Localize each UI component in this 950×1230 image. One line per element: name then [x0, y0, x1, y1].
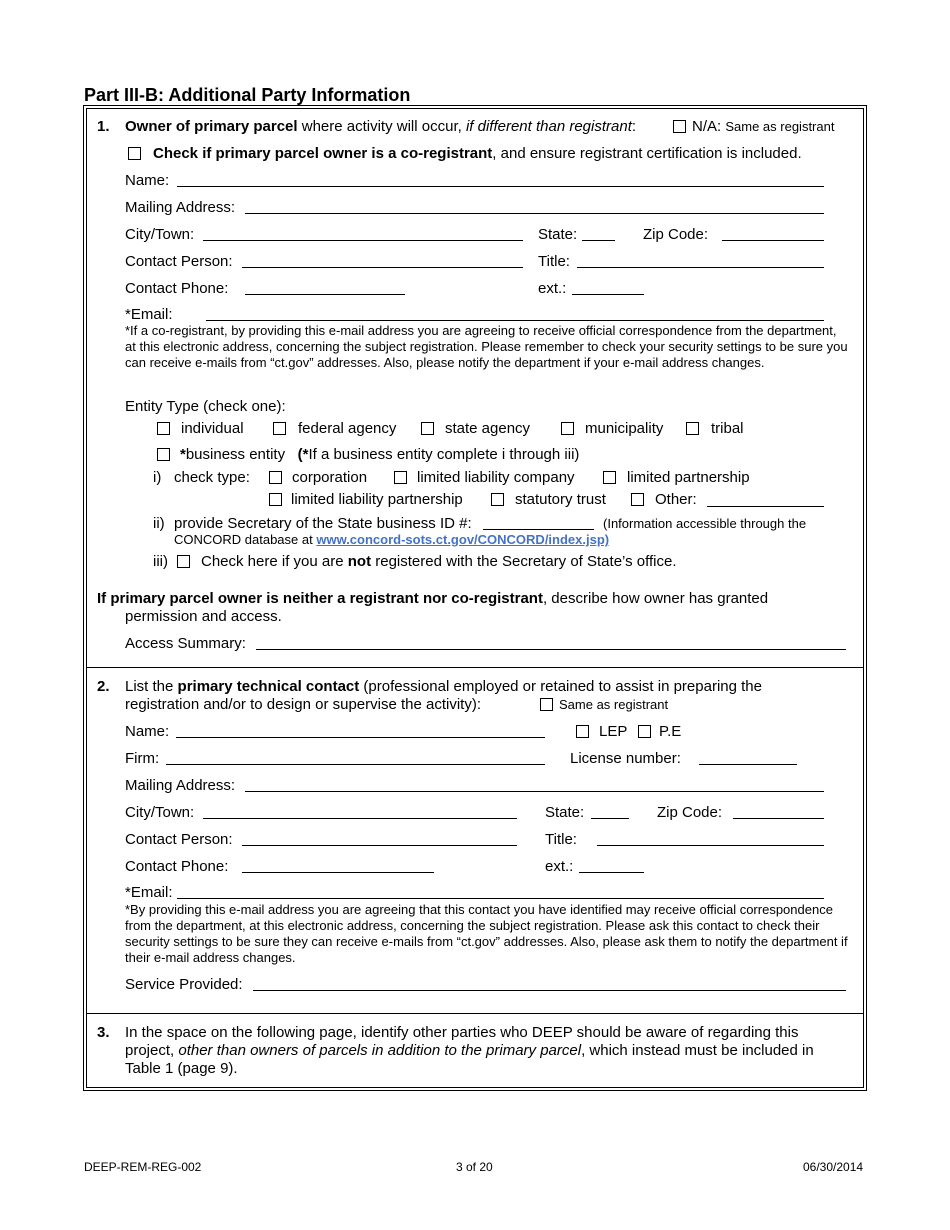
type-llp-checkbox[interactable]: [269, 493, 282, 506]
neither-statement: If primary parcel owner is neither a registrant nor co-registrant, describe how owner has granted: [97, 590, 769, 607]
tech-email-note: *By providing this e-mail address you are agreeing that this contact you have identified may receive official correspondence from the department, at this electronic address, concerning the subject registration. Please ask this contact to check their security settings to be sure they can receive e-mails from “ct.gov” addresses. Also, please ask them to notify the department if their e-mail address changes.: [125, 902, 848, 965]
entity-business-checkbox[interactable]: [157, 448, 170, 461]
entity-individual-checkbox[interactable]: [157, 422, 170, 435]
owner-ext-label: ext.:: [538, 280, 567, 297]
section-3-number: 3.: [97, 1024, 110, 1041]
tech-name-field[interactable]: [176, 737, 545, 738]
neither-statement-line2: permission and access.: [125, 608, 282, 625]
owner-phone-label: Contact Phone:: [125, 280, 229, 297]
access-summary-field[interactable]: [256, 649, 846, 650]
type-llc-label: limited liability company: [417, 469, 575, 486]
service-provided-label: Service Provided:: [125, 976, 243, 993]
license-number-label: License number:: [570, 750, 681, 767]
tech-firm-field[interactable]: [166, 764, 545, 765]
owner-title-label: Title:: [538, 253, 570, 270]
pe-label: P.E: [659, 723, 682, 740]
tech-name-label: Name:: [125, 723, 170, 740]
tech-contact-label: Contact Person:: [125, 831, 233, 848]
tech-contact-field[interactable]: [242, 845, 517, 846]
type-lp-label: limited partnership: [627, 469, 750, 486]
owner-zip-label: Zip Code:: [643, 226, 709, 243]
entity-state-label: state agency: [445, 420, 531, 437]
same-as-registrant-label: Same as registrant: [559, 697, 669, 712]
lep-checkbox[interactable]: [576, 725, 589, 738]
owner-email-field[interactable]: [206, 320, 824, 321]
license-number-field[interactable]: [699, 764, 797, 765]
type-llp-label: limited liability partnership: [291, 491, 463, 508]
tech-ext-label: ext.:: [545, 858, 574, 875]
type-lp-checkbox[interactable]: [603, 471, 616, 484]
type-other-checkbox[interactable]: [631, 493, 644, 506]
business-id-label: provide Secretary of the State business ID #:: [174, 515, 472, 532]
owner-contact-label: Contact Person:: [125, 253, 233, 270]
tech-zip-label: Zip Code:: [657, 804, 723, 821]
owner-mailing-field[interactable]: [245, 213, 824, 214]
section-divider-1: [86, 667, 864, 668]
service-provided-field[interactable]: [253, 990, 846, 991]
owner-mailing-label: Mailing Address:: [125, 199, 236, 216]
concord-line: CONCORD database at www.concord-sots.ct.gov/CONCORD/index.jsp): [174, 532, 610, 547]
type-corporation-checkbox[interactable]: [269, 471, 282, 484]
owner-name-label: Name:: [125, 172, 170, 189]
page-title: Part III-B: Additional Party Information: [84, 85, 411, 105]
tech-title-label: Title:: [545, 831, 577, 848]
owner-email-label: *Email:: [125, 306, 173, 323]
tech-phone-field[interactable]: [242, 872, 434, 873]
tech-title-field[interactable]: [597, 845, 824, 846]
tech-ext-field[interactable]: [579, 872, 644, 873]
co-registrant-checkbox[interactable]: [128, 147, 141, 160]
check-type-number: i): [153, 469, 162, 486]
other-parties-text: In the space on the following page, identify other parties who DEEP should be aware of regarding this project, other than owners of parcels in addition to the primary parcel, which instead must be included in Table 1 (page 9).: [125, 1024, 814, 1077]
owner-contact-field[interactable]: [242, 267, 523, 268]
entity-individual-label: individual: [181, 420, 244, 437]
not-registered-label: Check here if you are not registered with the Secretary of State’s office.: [201, 553, 677, 570]
owner-city-field[interactable]: [203, 240, 523, 241]
tech-phone-label: Contact Phone:: [125, 858, 229, 875]
type-llc-checkbox[interactable]: [394, 471, 407, 484]
iii-number: iii): [153, 553, 168, 570]
section-divider-2: [86, 1013, 864, 1014]
entity-municipality-label: municipality: [585, 420, 664, 437]
type-statutory-trust-label: statutory trust: [515, 491, 606, 508]
co-registrant-label: Check if primary parcel owner is a co-registrant, and ensure registrant certification is included.: [153, 145, 802, 162]
entity-business-label: *business entity (*If a business entity complete i through iii): [180, 446, 580, 463]
access-summary-label: Access Summary:: [125, 635, 246, 652]
not-registered-checkbox[interactable]: [177, 555, 190, 568]
business-id-field[interactable]: [483, 529, 594, 530]
owner-zip-field[interactable]: [722, 240, 824, 241]
lep-label: LEP: [599, 723, 628, 740]
tech-city-label: City/Town:: [125, 804, 195, 821]
tech-mailing-label: Mailing Address:: [125, 777, 236, 794]
entity-state-checkbox[interactable]: [421, 422, 434, 435]
entity-federal-label: federal agency: [298, 420, 397, 437]
section-2-number: 2.: [97, 678, 110, 695]
owner-state-label: State:: [538, 226, 578, 243]
type-other-field[interactable]: [707, 506, 824, 507]
entity-tribal-label: tribal: [711, 420, 744, 437]
business-id-info: (Information accessible through the: [603, 516, 807, 531]
technical-contact-heading: List the primary technical contact (professional employed or retained to assist in preparing the: [125, 678, 762, 695]
check-type-label: check type:: [174, 469, 250, 486]
same-as-registrant-checkbox[interactable]: [540, 698, 553, 711]
entity-type-label: Entity Type (check one):: [125, 398, 286, 415]
tech-firm-label: Firm:: [125, 750, 160, 767]
type-statutory-trust-checkbox[interactable]: [491, 493, 504, 506]
entity-federal-checkbox[interactable]: [273, 422, 286, 435]
owner-heading: Owner of primary parcel where activity will occur, if different than registrant:: [125, 118, 637, 135]
type-corporation-label: corporation: [292, 469, 368, 486]
ii-number: ii): [153, 515, 165, 532]
section-1-number: 1.: [97, 118, 110, 135]
tech-state-label: State:: [545, 804, 585, 821]
footer-date: 06/30/2014: [803, 1160, 864, 1174]
na-label: N/A: Same as registrant: [692, 118, 835, 135]
owner-name-field[interactable]: [177, 186, 824, 187]
tech-zip-field[interactable]: [733, 818, 824, 819]
pe-checkbox[interactable]: [638, 725, 651, 738]
owner-city-label: City/Town:: [125, 226, 195, 243]
entity-municipality-checkbox[interactable]: [561, 422, 574, 435]
tech-mailing-field[interactable]: [245, 791, 824, 792]
type-other-label: Other:: [655, 491, 697, 508]
footer-form-id: DEEP-REM-REG-002: [84, 1160, 202, 1174]
concord-link[interactable]: www.concord-sots.ct.gov/CONCORD/index.jsp): [316, 532, 610, 547]
tech-email-label: *Email:: [125, 884, 173, 901]
entity-tribal-checkbox[interactable]: [686, 422, 699, 435]
tech-state-field[interactable]: [591, 818, 629, 819]
footer-page-number: 3 of 20: [456, 1160, 493, 1174]
owner-ext-field[interactable]: [572, 294, 644, 295]
technical-contact-heading-line2: registration and/or to design or supervise the activity):: [125, 696, 482, 713]
tech-city-field[interactable]: [203, 818, 517, 819]
na-checkbox[interactable]: [673, 120, 686, 133]
owner-title-field[interactable]: [577, 267, 824, 268]
tech-email-field[interactable]: [177, 898, 824, 899]
owner-phone-field[interactable]: [245, 294, 405, 295]
owner-email-note: *If a co-registrant, by providing this e-mail address you are agreeing to receive official correspondence from the department, at this electronic address, concerning the subject registration. Please remember to check your security settings to be sure you can receive e-mails from “ct.gov” addresses. Also, please notify the department if your e-mail address changes.: [125, 323, 848, 370]
owner-state-field[interactable]: [582, 240, 615, 241]
